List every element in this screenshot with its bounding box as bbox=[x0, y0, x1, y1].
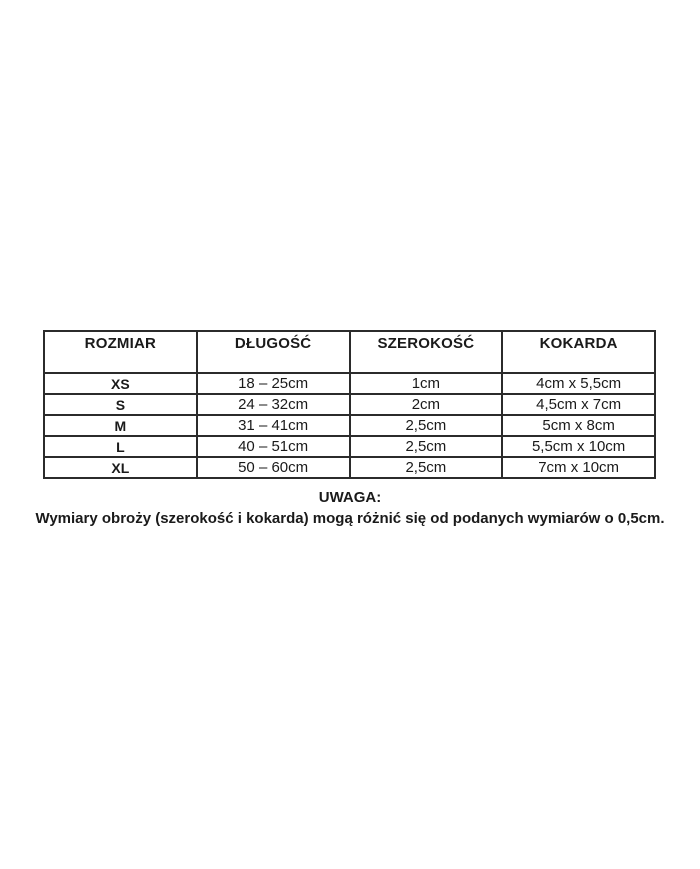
table-row bbox=[44, 394, 655, 415]
table-header-row bbox=[44, 331, 655, 373]
note-body: Wymiary obroży (szerokość i kokarda) mogą różnić się od podanych wymiarów o 0,5cm. bbox=[35, 510, 665, 527]
header-kokarda: KOKARDA bbox=[502, 331, 655, 373]
table-row bbox=[44, 436, 655, 457]
note-title: UWAGA: bbox=[318, 489, 382, 506]
cell-length: 31 – 41cm bbox=[197, 415, 350, 436]
cell-size: XL bbox=[44, 457, 197, 478]
cell-length: 50 – 60cm bbox=[197, 457, 350, 478]
cell-length: 18 – 25cm bbox=[197, 373, 350, 394]
note-section bbox=[0, 487, 700, 529]
cell-size: M bbox=[44, 415, 197, 436]
header-dlugosc: DŁUGOŚĆ bbox=[197, 331, 350, 373]
cell-bow: 4cm x 5,5cm bbox=[502, 373, 655, 394]
cell-bow: 5cm x 8cm bbox=[502, 415, 655, 436]
cell-size: XS bbox=[44, 373, 197, 394]
cell-width: 1cm bbox=[350, 373, 503, 394]
cell-size: S bbox=[44, 394, 197, 415]
cell-length: 40 – 51cm bbox=[197, 436, 350, 457]
header-rozmiar: ROZMIAR bbox=[44, 331, 197, 373]
cell-bow: 5,5cm x 10cm bbox=[502, 436, 655, 457]
cell-width: 2,5cm bbox=[350, 415, 503, 436]
cell-width: 2cm bbox=[350, 394, 503, 415]
header-szerokosc: SZEROKOŚĆ bbox=[350, 331, 503, 373]
table-row bbox=[44, 457, 655, 478]
cell-bow: 7cm x 10cm bbox=[502, 457, 655, 478]
cell-bow: 4,5cm x 7cm bbox=[502, 394, 655, 415]
cell-width: 2,5cm bbox=[350, 436, 503, 457]
table-row bbox=[44, 415, 655, 436]
table-row bbox=[44, 373, 655, 394]
cell-size: L bbox=[44, 436, 197, 457]
size-chart-table bbox=[43, 330, 656, 479]
cell-length: 24 – 32cm bbox=[197, 394, 350, 415]
cell-width: 2,5cm bbox=[350, 457, 503, 478]
